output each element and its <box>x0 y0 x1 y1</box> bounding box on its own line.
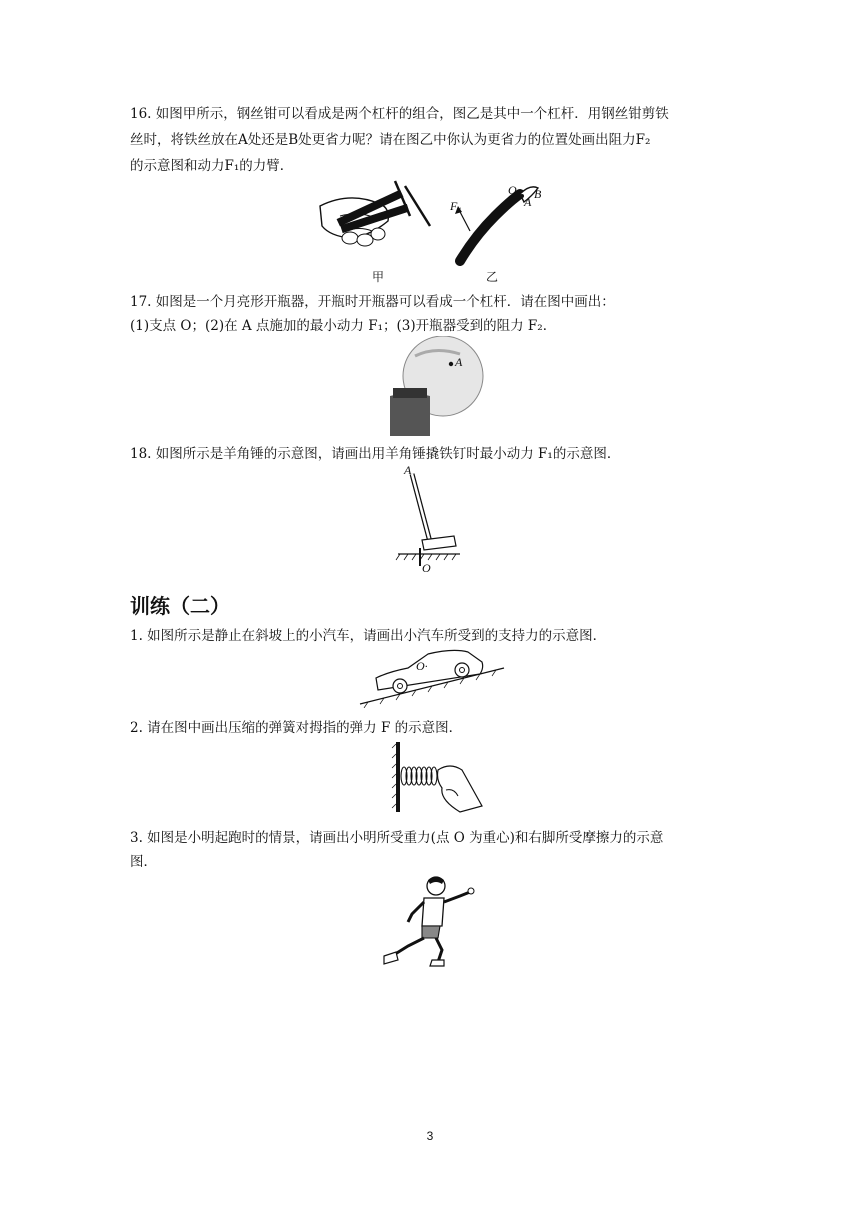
label-f1: F₁ <box>450 199 462 213</box>
pliers-lever-figure <box>440 176 550 266</box>
t3-text-line2: 图． <box>130 854 157 870</box>
bottle-opener-figure <box>385 336 485 436</box>
spring-thumb-figure <box>390 740 486 814</box>
section-title: 训练（二） <box>130 594 230 618</box>
q18-text-line1: 18. 如图所示是羊角锤的示意图，请画出用羊角锤撬铁钉时最小动力 F₁的示意图． <box>130 446 621 462</box>
pliers-hand-figure <box>310 176 440 266</box>
q17-text-line2: (1)支点 O；(2)在 A 点施加的最小动力 F₁；(3)开瓶器受到的阻力 F₂． <box>130 318 557 334</box>
q16-text-line3: 的示意图和动力F₁的力臂． <box>130 158 294 174</box>
label-a-opener: A <box>455 355 463 369</box>
q16-text-line1: 16. 如图甲所示，钢丝钳可以看成是两个杠杆的组合，图乙是其中一个杠杆．用钢丝钳剪铁 <box>130 106 669 122</box>
claw-hammer-figure <box>392 462 462 574</box>
label-o-pliers: O <box>508 183 517 197</box>
caption-jia: 甲 <box>372 270 385 284</box>
label-a-pliers: A <box>524 195 532 209</box>
running-boy-figure <box>378 872 478 972</box>
q17-text-line1: 17. 如图是一个月亮形开瓶器，开瓶时开瓶器可以看成一个杠杆．请在图中画出： <box>130 294 615 310</box>
caption-yi: 乙 <box>486 270 499 284</box>
label-b: B <box>534 187 542 201</box>
t1-text-line1: 1. 如图所示是静止在斜坡上的小汽车，请画出小汽车所受到的支持力的示意图． <box>130 628 607 644</box>
q16-text-line2: 丝时，将铁丝放在A处还是B处更省力呢？请在图乙中你认为更省力的位置处画出阻力F₂ <box>130 132 651 148</box>
page-number: 3 <box>426 1129 434 1143</box>
t2-text-line1: 2. 请在图中画出压缩的弹簧对拇指的弹力 F 的示意图． <box>130 720 463 736</box>
label-o-hammer: O <box>422 561 431 574</box>
label-a-hammer: A <box>404 463 412 477</box>
car-on-slope-figure <box>358 646 508 708</box>
label-o-car: O· <box>416 659 428 673</box>
t3-text-line1: 3. 如图是小明起跑时的情景，请画出小明所受重力(点 O 为重心)和右脚所受摩擦力的示意 <box>130 830 664 846</box>
